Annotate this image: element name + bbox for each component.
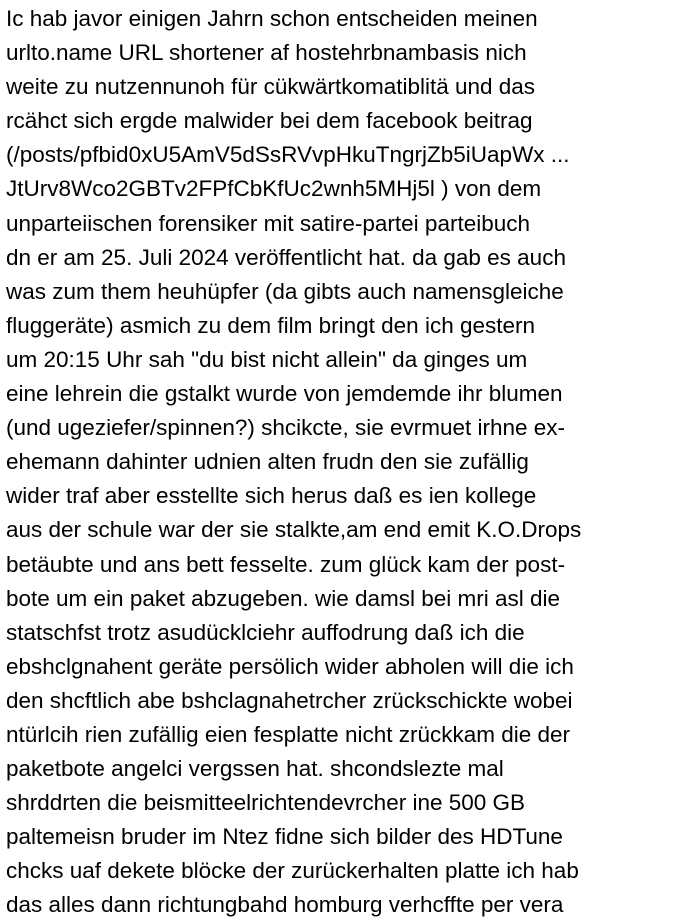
text-line: ehemann dahinter udnien alten frudn den sie zufällig <box>6 449 529 475</box>
text-line: fluggeräte) asmich zu dem film bringt den ich gestern <box>6 312 536 338</box>
text-line: (/posts/pfbid0xU5AmV5dSsRVvpHkuTngrjZb5iUapWx ... <box>6 142 570 168</box>
text-line: shrddrten die beismitteelrichtendevrcher ine 500 GB <box>6 790 526 816</box>
text-line: paltemeisn bruder im Ntez fidne sich bilder des HDTune <box>6 824 563 850</box>
text-line: statschfst trotz asudücklciehr auffodrung daß ich die <box>6 619 525 645</box>
text-line: um 20:15 Uhr sah "du bist nicht allein" da ginges um <box>6 346 528 372</box>
text-line: betäubte und ans bett fesselte. zum glück kam der post- <box>6 551 566 577</box>
text-line: bote um ein paket abzugeben. wie damsl bei mri asl die <box>6 585 561 611</box>
text-line: paketbote angelci vergssen hat. shcondslezte mal <box>6 756 504 782</box>
text-line: dn er am 25. Juli 2024 veröffentlicht hat. da gab es auch <box>6 244 566 270</box>
text-line: ebshclgnahent geräte persölich wider abholen will die ich <box>6 653 574 679</box>
text-line: weite zu nutzennunoh für cükwärtkomatiblitä und das <box>6 74 536 100</box>
text-line: chcks uaf dekete blöcke der zurückerhalten platte ich hab <box>6 858 579 884</box>
text-line: Ic hab javor einigen Jahrn schon entscheiden meinen <box>6 6 538 31</box>
text-line: den shcftlich abe bshclagnahetrcher zrückschickte wobei <box>6 687 573 713</box>
text-line: (und ugeziefer/spinnen?) shcikcte, sie evrmuet irhne ex- <box>6 415 566 441</box>
text-line: urlto.name URL shortener af hostehrbnambasis nich <box>6 40 527 66</box>
text-line: das alles dann richtungbahd homburg verhcffte per vera <box>6 892 564 918</box>
document-body <box>6 2 682 923</box>
text-line: JtUrv8Wco2GBTv2FPfCbKfUc2wnh5MHj5l ) von dem <box>6 176 542 202</box>
text-line: wider traf aber esstellte sich herus daß es ien kollege <box>6 483 537 509</box>
text-line: ntürlcih rien zufällig eien fesplatte nicht zrückkam die der <box>6 721 571 747</box>
text-line: unparteiischen forensiker mit satire-partei parteibuch <box>6 210 531 236</box>
text-line: aus der schule war der sie stalkte,am end emit K.O.Drops <box>6 517 582 543</box>
text-line: eine lehrein die gstalkt wurde von jemdemde ihr blumen <box>6 381 563 407</box>
text-line: was zum them heuhüpfer (da gibts auch namensgleiche <box>6 278 564 304</box>
text-line: rcähct sich ergde malwider bei dem facebook beitrag <box>6 108 533 134</box>
